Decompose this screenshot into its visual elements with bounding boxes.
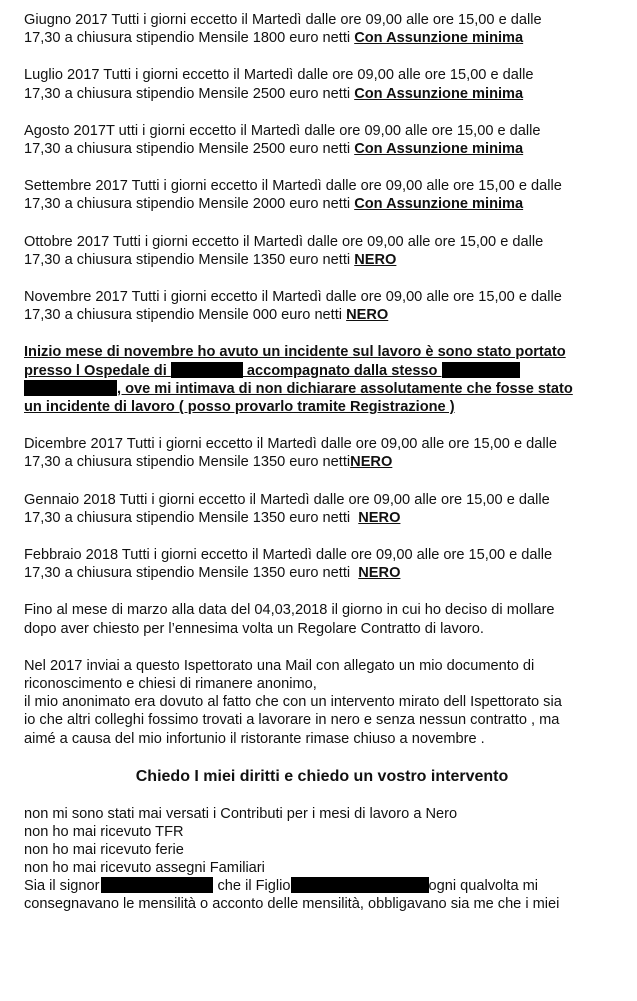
- paragraph-line: io che altri colleghi fossimo trovati a lavorare in nero e senza nessun contratto , ma: [24, 712, 560, 729]
- entry-july: [24, 66, 620, 102]
- entry-line: 17,30 a chiusura stipendio Mensile 2500 euro netti Con Assunzione minima: [24, 85, 524, 102]
- status-tag: NERO: [358, 509, 401, 526]
- status-tag: NERO: [358, 565, 401, 582]
- entry-line: 17,30 a chiusura stipendio Mensile 1350 euro netti NERO: [24, 251, 397, 268]
- paragraph-line: Nel 2017 inviai a questo Ispettorato una Mail con allegato un mio documento di: [24, 657, 535, 674]
- paragraph-line: Fino al mese di marzo alla data del 04,03,2018 il giorno in cui ho deciso di mollare: [24, 602, 555, 619]
- status-tag: NERO: [350, 454, 393, 471]
- entry-february: [24, 546, 620, 582]
- incident-line: un incidente di lavoro ( posso provarlo tramite Registrazione ): [24, 399, 455, 416]
- redaction-box: [442, 362, 520, 378]
- entry-october: [24, 233, 620, 269]
- redaction-box: [171, 362, 243, 378]
- entry-line: 17,30 a chiusura stipendio Mensile 1350 euro netti NERO: [24, 509, 401, 526]
- redaction-box: [291, 877, 429, 893]
- entry-line: Ottobre 2017 Tutti i giorni eccetto il Martedì dalle ore 09,00 alle ore 15,00 e dalle: [24, 233, 544, 250]
- entry-line: Settembre 2017 Tutti i giorni eccetto il Martedì dalle ore 09,00 alle ore 15,00 e dalle: [24, 178, 562, 195]
- incident-line: , ove mi intimava di non dichiarare assolutamente che fosse stato: [24, 380, 620, 398]
- paragraph-line: il mio anonimato era dovuto al fatto che con un intervento mirato dell Ispettorato sia: [24, 694, 562, 711]
- entry-august: [24, 122, 620, 158]
- incident-line: Inizio mese di novembre ho avuto un incidente sul lavoro è sono stato portato: [24, 344, 566, 361]
- entry-line: 17,30 a chiusura stipendio Mensile 1350 euro nettiNERO: [24, 454, 393, 471]
- entry-january: [24, 491, 620, 527]
- entry-december: [24, 435, 620, 471]
- list-item: non mi sono stati mai versati i Contributi per i mesi di lavoro a Nero: [24, 805, 458, 822]
- list-item: non ho mai ricevuto ferie: [24, 841, 184, 858]
- entry-line: Dicembre 2017 Tutti i giorni eccetto il Martedì dalle ore 09,00 alle ore 15,00 e dalle: [24, 436, 557, 453]
- entry-line: 17,30 a chiusura stipendio Mensile 2500 euro netti Con Assunzione minima: [24, 141, 524, 158]
- entry-line: Luglio 2017 Tutti i giorni eccetto il Martedì dalle ore 09,00 alle ore 15,00 e dalle: [24, 67, 534, 84]
- redaction-box: [101, 877, 213, 893]
- entry-line: Febbraio 2018 Tutti i giorni eccetto il Martedì dalle ore 09,00 alle ore 15,00 e dalle: [24, 547, 553, 564]
- list-item: non ho mai ricevuto TFR: [24, 823, 184, 840]
- section-heading: Chiedo I miei diritti e chiedo un vostro intervento: [135, 767, 509, 785]
- redaction-box: [24, 380, 117, 396]
- quit-paragraph: [24, 601, 620, 637]
- entry-november: [24, 288, 620, 324]
- entry-line: Gennaio 2018 Tutti i giorni eccetto il Martedì dalle ore 09,00 alle ore 15,00 e dalle: [24, 491, 550, 508]
- paragraph-line: dopo aver chiesto per l’ennesima volta un Regolare Contratto di lavoro.: [24, 620, 484, 637]
- list-item: non ho mai ricevuto assegni Familiari: [24, 859, 265, 876]
- paragraph-line: riconoscimento e chiesi di rimanere anonimo,: [24, 676, 317, 693]
- final-line: Sia il signor che il Figlio ogni qualvolta mi: [24, 877, 539, 894]
- entry-line: Novembre 2017 Tutti i giorni eccetto il Martedì dalle ore 09,00 alle ore 15,00 e dalle: [24, 289, 562, 306]
- status-tag: Con Assunzione minima: [354, 141, 524, 158]
- entry-line: 17,30 a chiusura stipendio Mensile 1350 euro netti NERO: [24, 565, 401, 582]
- entry-line: Agosto 2017T utti i giorni eccetto il Martedì dalle ore 09,00 alle ore 15,00 e dalle: [24, 122, 541, 139]
- entry-september: [24, 177, 620, 213]
- entry-line: 17,30 a chiusura stipendio Mensile 2000 euro netti Con Assunzione minima: [24, 196, 524, 213]
- paragraph-line: aimé a causa del mio infortunio il ristorante rimase chiuso a novembre .: [24, 730, 485, 747]
- claims-list: [24, 805, 620, 913]
- document-page: [24, 11, 620, 913]
- entry-line: 17,30 a chiusura stipendio Mensile 1800 euro netti Con Assunzione minima: [24, 30, 524, 47]
- final-line: consegnavano le mensilità o acconto delle mensilità, obbligavano sia me che i miei: [24, 895, 560, 912]
- entry-line: 17,30 a chiusura stipendio Mensile 000 euro netti NERO: [24, 307, 389, 324]
- entry-line: Giugno 2017 Tutti i giorni eccetto il Martedì dalle ore 09,00 alle ore 15,00 e dalle: [24, 12, 542, 28]
- status-tag: Con Assunzione minima: [354, 85, 524, 102]
- status-tag: Con Assunzione minima: [354, 196, 524, 213]
- status-tag: NERO: [354, 251, 397, 268]
- incident-line: presso l Ospedale di accompagnato dalla stesso: [24, 362, 620, 380]
- status-tag: NERO: [346, 307, 389, 324]
- status-tag: Con Assunzione minima: [354, 30, 524, 47]
- entry-june: [24, 11, 620, 47]
- mail-paragraph: [24, 657, 620, 748]
- incident-paragraph: [24, 343, 620, 416]
